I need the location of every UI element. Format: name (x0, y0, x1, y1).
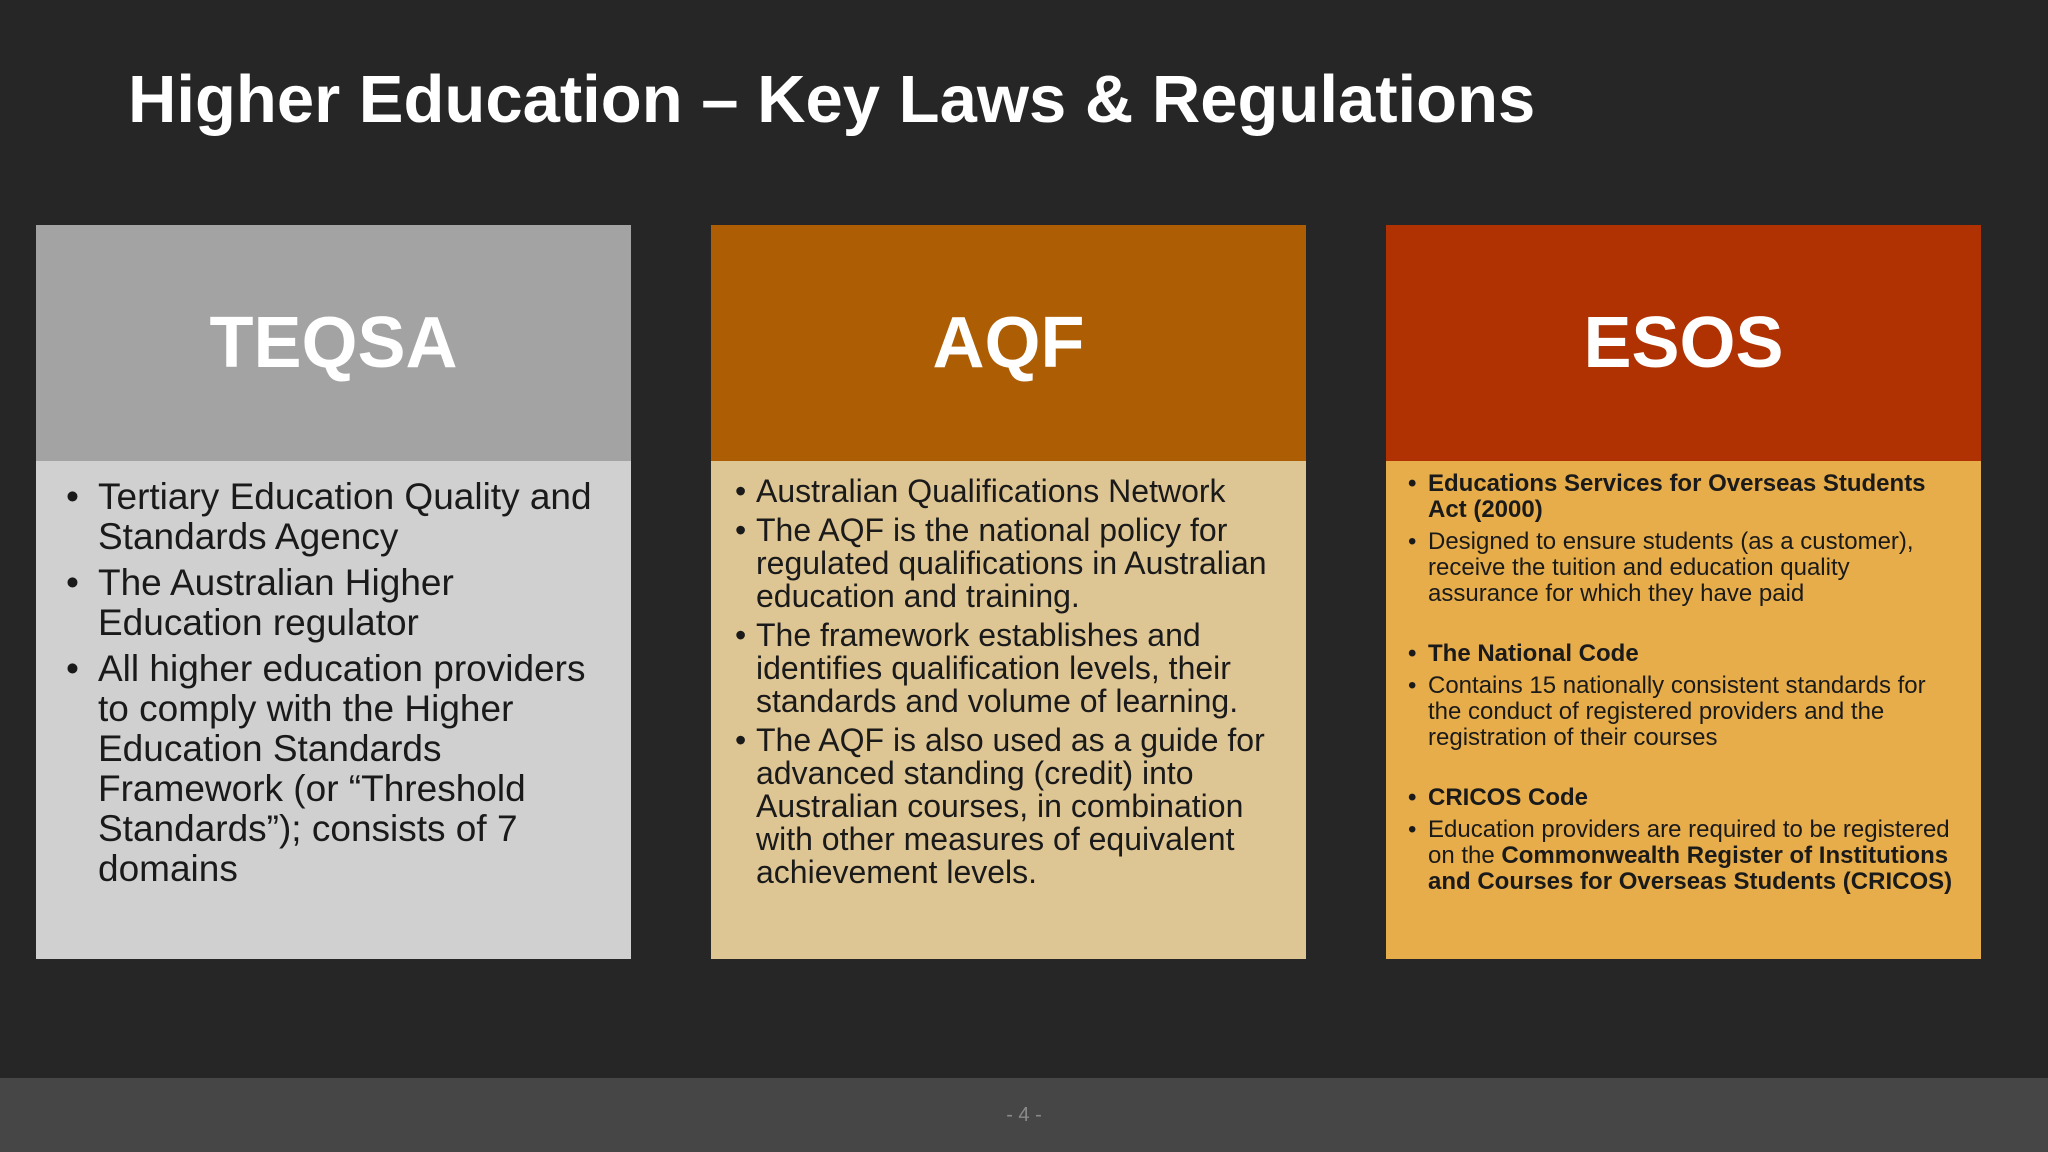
card-teqsa-heading: TEQSA (36, 225, 631, 461)
esos-group-detail: • Designed to ensure students (as a customer), receive the tuition and education quality assurance for which they have paid (1398, 529, 1955, 607)
esos-detail-prefix: Education providers are required to be registered on the (1428, 816, 1950, 869)
bullet-item: • Tertiary Education Quality and Standards Agency (52, 477, 601, 557)
esos-group-title: • CRICOS Code (1398, 785, 1955, 811)
esos-group-title: • The National Code (1398, 641, 1955, 667)
bullet-item: • The Australian Higher Education regulator (52, 563, 601, 643)
bullet-item: • The framework establishes and identifies qualification levels, their standards and volume of learning. (723, 619, 1280, 718)
card-aqf-body (711, 461, 1306, 959)
card-esos (1386, 225, 1981, 959)
esos-group-national-code (1398, 641, 1955, 751)
card-teqsa-body (36, 461, 631, 959)
esos-group-act (1398, 471, 1955, 607)
esos-detail-bold: Commonwealth Register of Institutions and Courses for Overseas Students (CRICOS) (1428, 842, 1953, 895)
bullet-item: • All higher education providers to comply with the Higher Education Standards Framework (or “Threshold Standards”); consists of 7 domains (52, 649, 601, 889)
slide-title: Higher Education – Key Laws & Regulations (128, 62, 1536, 137)
card-esos-heading: ESOS (1386, 225, 1981, 461)
esos-group-title: • Educations Services for Overseas Students Act (2000) (1398, 471, 1955, 523)
slide-footer (0, 1078, 2048, 1152)
card-aqf-heading: AQF (711, 225, 1306, 461)
bullet-item: • Australian Qualifications Network (723, 475, 1280, 508)
bullet-item: • The AQF is also used as a guide for advanced standing (credit) into Australian courses, in combination with other measures of equivalent achievement levels. (723, 724, 1280, 889)
card-esos-body (1386, 461, 1981, 959)
esos-group-detail: • Contains 15 nationally consistent standards for the conduct of registered providers and the registration of their courses (1398, 673, 1955, 751)
page-number: - 4 - (1006, 1103, 1042, 1126)
card-teqsa-bullets (52, 477, 601, 889)
esos-group-detail (1398, 817, 1955, 895)
card-teqsa (36, 225, 631, 959)
card-aqf (711, 225, 1306, 959)
bullet-item: • The AQF is the national policy for regulated qualifications in Australian education and training. (723, 514, 1280, 613)
card-aqf-bullets (723, 475, 1280, 889)
esos-group-cricos (1398, 785, 1955, 895)
